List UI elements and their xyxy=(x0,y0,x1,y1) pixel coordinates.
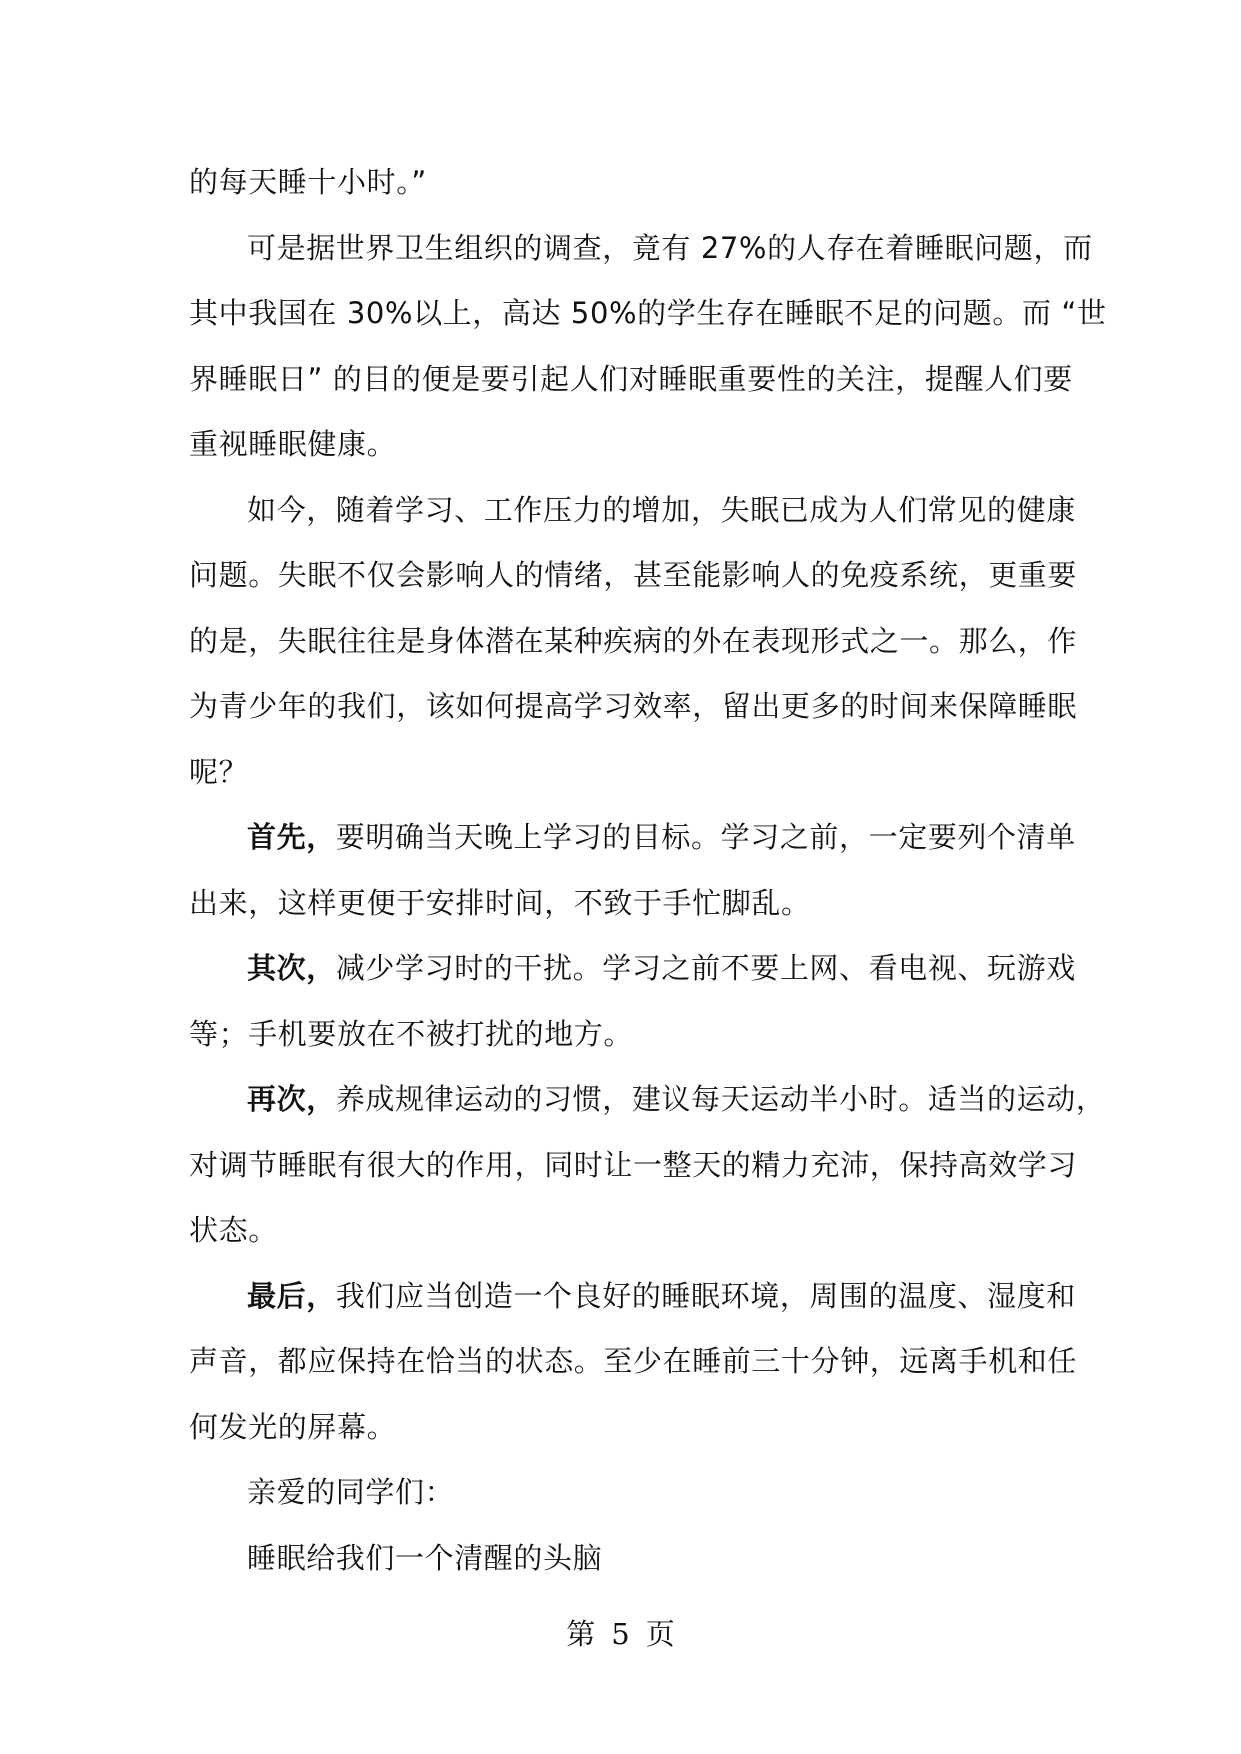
text-line: 再次，养成规律运动的习惯，建议每天运动半小时。适当的运动， xyxy=(247,1082,1106,1116)
body-text xyxy=(189,150,1107,1591)
text-line: 的是，失眠往往是身体潜在某种疾病的外在表现形式之一。那么，作 xyxy=(189,623,1078,658)
text-line: 亲爱的同学们： xyxy=(247,1475,455,1509)
page-number: 5 xyxy=(611,1617,630,1651)
text-line: 声音，都应保持在恰当的状态。至少在睡前三十分钟，远离手机和任 xyxy=(189,1344,1078,1378)
text-line: 睡眠给我们一个清醒的头脑 xyxy=(247,1540,603,1575)
text-line: 为青少年的我们，该如何提高学习效率，留出更多的时间来保障睡眠 xyxy=(189,689,1078,723)
page-label-suffix: 页 xyxy=(645,1617,675,1651)
text-line: 如今，随着学习、工作压力的增加，失眠已成为人们常见的健康 xyxy=(247,492,1076,527)
text-line: 呢？ xyxy=(189,754,249,789)
text-line: 何发光的屏幕。 xyxy=(189,1409,397,1444)
text-line: 等；手机要放在不被打扰的地方。 xyxy=(189,1016,634,1051)
bold-lead: 其次， xyxy=(247,951,336,985)
text-line: 状态。 xyxy=(189,1213,278,1247)
text-line: 对调节睡眠有很大的作用，同时让一整天的精力充沛，保持高效学习 xyxy=(189,1147,1078,1182)
bold-lead: 首先， xyxy=(247,820,336,854)
text-line: 最后，我们应当创造一个良好的睡眠环境，周围的温度、湿度和 xyxy=(247,1278,1076,1313)
bold-lead: 再次， xyxy=(247,1082,336,1116)
bold-lead: 最后， xyxy=(247,1278,336,1313)
page-label-prefix: 第 xyxy=(566,1617,596,1651)
page-footer xyxy=(0,1612,1241,1653)
text-line: 界睡眠日” 的目的便是要引起人们对睡眠重要性的关注，提醒人们要 xyxy=(189,361,1073,396)
text-line: 其次，减少学习时的干扰。学习之前不要上网、看电视、玩游戏 xyxy=(247,951,1076,985)
text-line: 重视睡眠健康。 xyxy=(189,427,397,461)
text-line: 可是据世界卫生组织的调查，竟有 27%的人存在着睡眠问题，而 xyxy=(247,230,1093,265)
text-line: 的每天睡十小时。” xyxy=(189,165,427,199)
text-line: 首先，要明确当天晚上学习的目标。学习之前，一定要列个清单 xyxy=(247,820,1076,854)
text-line: 问题。失眠不仅会影响人的情绪，甚至能影响人的免疫系统，更重要 xyxy=(189,558,1078,592)
text-line: 出来，这样更便于安排时间，不致于手忙脚乱。 xyxy=(189,885,811,920)
text-line: 其中我国在 30%以上，高达 50%的学生存在睡眠不足的问题。而 “世 xyxy=(189,296,1107,330)
